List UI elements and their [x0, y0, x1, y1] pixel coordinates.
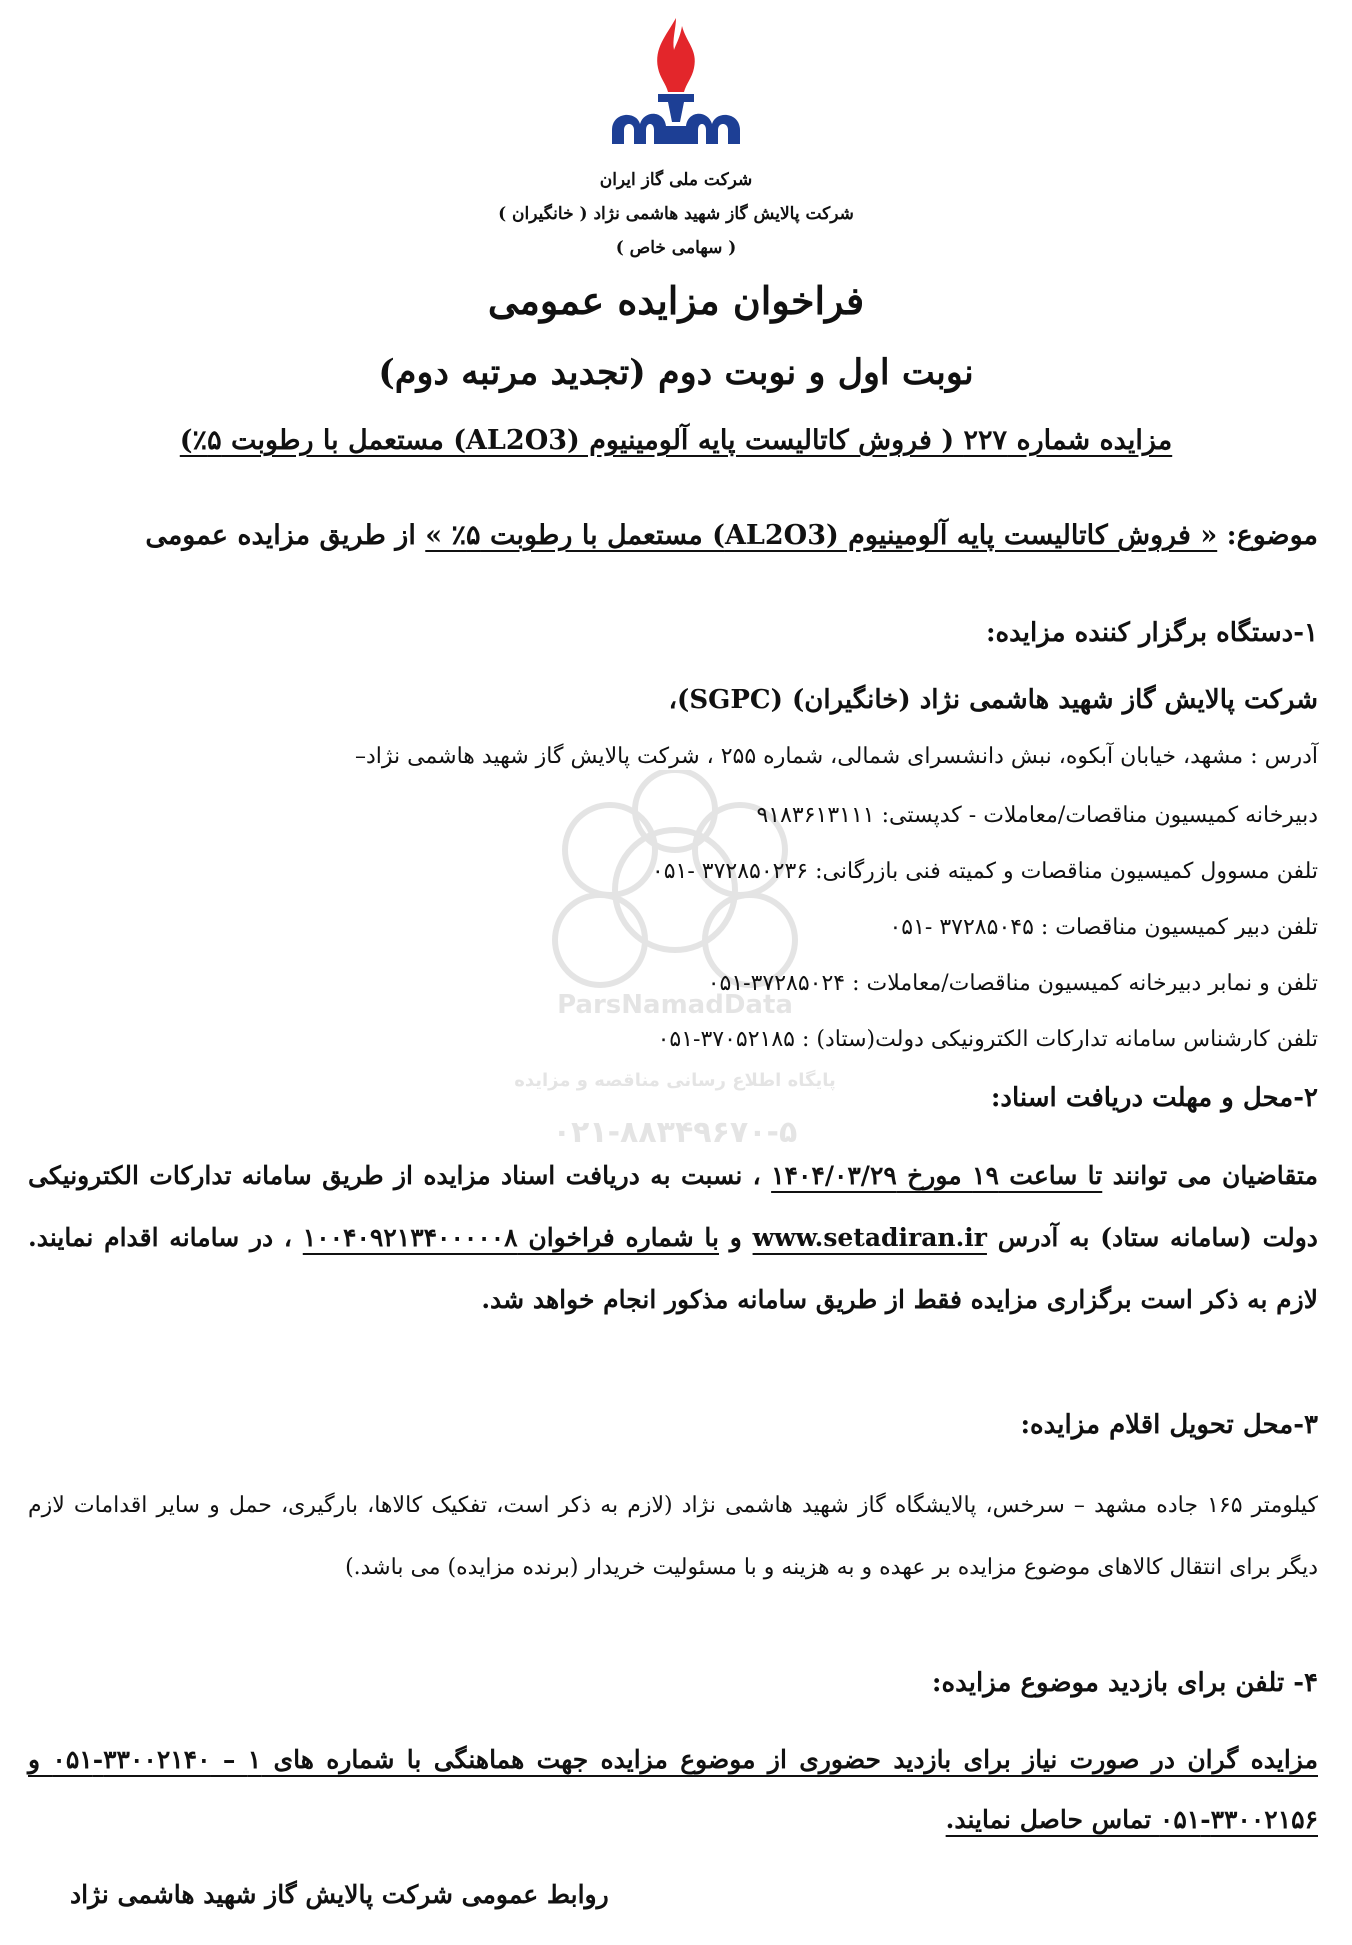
phone-setad-expert: تلفن کارشناس سامانه تدارکات الکترونیکی دولت(ستاد) : ۳۷۰۵۲۱۸۵-۰۵۱ [657, 1027, 1318, 1052]
section4-heading: ۴- تلفن برای بازدید موضوع مزایده: [931, 1668, 1318, 1698]
call-number: با شماره فراخوان ۱۰۰۴۰۹۲۱۳۴۰۰۰۰۰۸ [302, 1223, 719, 1252]
signature-public-relations: روابط عمومی شرکت پالایش گاز شهید هاشمی نژاد [70, 1880, 609, 1909]
section2-heading: ۲-محل و مهلت دریافت اسناد: [990, 1083, 1318, 1113]
section1-heading: ۱-دستگاه برگزار کننده مزایده: [985, 618, 1318, 648]
section2-paragraph [28, 1145, 1318, 1331]
auction-number-text: مزایده شماره ۲۲۷ ( فروش کاتالیست پایه آلومینیوم (AL2O3) مستعمل با رطوبت ۵٪) [179, 425, 1173, 456]
section2-text-b: ، نسبت به دریافت اسناد مزایده از طریق سامانه تدارکات الکترونیکی دولت (سامانه ستاد) به آدرس [28, 1161, 1318, 1252]
section2-text-d: ، در سامانه اقدام نمایند. لازم به ذکر است برگزاری مزایده فقط از طریق سامانه مذکور انجام خواهد شد. [28, 1223, 1318, 1314]
section2-text-c: و [729, 1223, 742, 1252]
section2-text-a: متقاضیان می توانند [1112, 1161, 1318, 1190]
subject-suffix: از طریق مزایده عمومی [145, 520, 416, 551]
watermark-phone: ۰۲۱-۸۸۳۴۹۶۷۰-۵ [552, 1115, 798, 1150]
phone-commission-secretary: تلفن دبیر کمیسیون مناقصات : ۳۷۲۸۵۰۴۵ -۰۵۱ [889, 915, 1318, 940]
watermark-desc: پایگاه اطلاع رسانی مناقصه و مزایده [514, 1070, 836, 1091]
organizer-postal: دبیرخانه کمیسیون مناقصات/معاملات - کدپستی: ۹۱۸۳۶۱۳۱۱۱ [756, 803, 1318, 828]
organizer-address: آدرس : مشهد، خیابان آبکوه، نبش دانشسرای شمالی، شماره ۲۵۵ ، شرکت پالایش گاز شهید هاشمی نژاد– [354, 744, 1318, 769]
nigc-logo-icon [596, 14, 756, 164]
subject-text: « فروش کاتالیست پایه آلومینیوم (AL2O3) مستعمل با رطوبت ۵٪ » [425, 520, 1218, 551]
section4-paragraph: مزایده گران در صورت نیاز برای بازدید حضوری از موضوع مزایده جهت هماهنگی با شماره های ۱ – ۳۳۰۰۲۱۴۰-۰۵۱ و ۳۳۰۰۲۱۵۶-۰۵۱ تماس حاصل نمایند. [28, 1745, 1318, 1834]
section3-heading: ۳-محل تحویل اقلام مزایده: [1020, 1410, 1318, 1440]
page-subtitle: نوبت اول و نوبت دوم (تجدید مرتبه دوم) [378, 352, 974, 393]
org-name-line1: شرکت ملی گاز ایران [599, 170, 753, 190]
subject-label: موضوع: [1226, 520, 1318, 551]
setad-website-link[interactable]: www.setadiran.ir [752, 1223, 987, 1252]
organizer-company: شرکت پالایش گاز شهید هاشمی نژاد (خانگیران) (SGPC)، [668, 685, 1318, 715]
phone-commission-head: تلفن مسوول کمیسیون مناقصات و کمیته فنی بازرگانی: ۳۷۲۸۵۰۲۳۶ -۰۵۱ [651, 859, 1318, 884]
section2-deadline: تا ساعت ۱۹ مورخ ۱۴۰۴/۰۳/۲۹ [771, 1161, 1103, 1190]
logo-torch-stem [668, 102, 684, 122]
watermark-brand: ParsNamadData [557, 990, 793, 1020]
phone-secretariat-fax: تلفن و نمابر دبیرخانه کمیسیون مناقصات/معاملات : ۳۷۲۸۵۰۲۴-۰۵۱ [707, 971, 1318, 996]
page-title: فراخوان مزایده عمومی [487, 278, 865, 323]
org-name-line3: ( سهامی خاص ) [615, 238, 737, 258]
section3-paragraph: کیلومتر ۱۶۵ جاده مشهد – سرخس، پالایشگاه گاز شهید هاشمی نژاد (لازم به ذکر است، تفکیک کالاها، بارگیری، حمل و سایر اقدامات لازم دیگر برای انتقال کالاهای موضوع مزایده بر عهده و به هزینه و با مسئولیت خریدار (برنده مزایده) می باشد.) [28, 1493, 1318, 1580]
org-name-line2: شرکت پالایش گاز شهید هاشمی نژاد ( خانگیران ) [498, 204, 854, 224]
auction-number-title [0, 425, 1352, 456]
logo-flame [657, 18, 695, 92]
logo-torch-bar [658, 94, 694, 102]
subject-line [28, 520, 1318, 551]
